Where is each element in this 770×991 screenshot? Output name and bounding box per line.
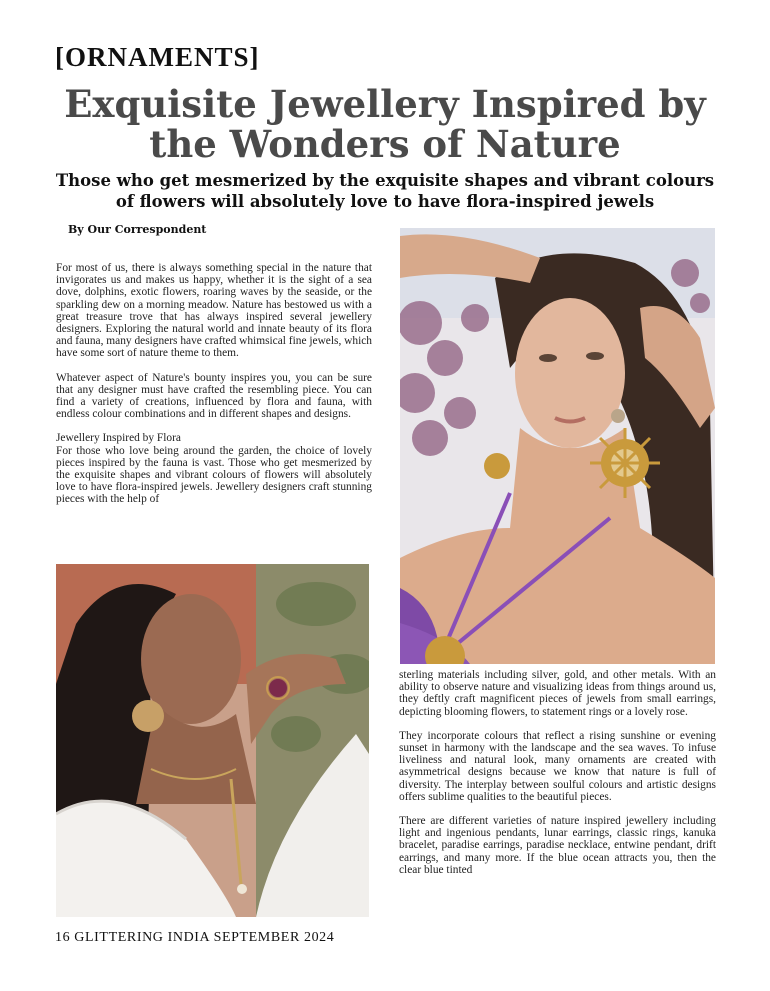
headline: Exquisite Jewellery Inspired by the Wonders of Nature <box>64 82 706 166</box>
paragraph: sterling materials including silver, gold, and other metals. With an ability to observe nature and visualizing ideas from things around us, they deftly craft magnificent pieces of jewels from small earrings, depicting blooming flowers, to statement rings or a lovely rose. <box>399 669 716 718</box>
paragraph: They incorporate colours that reflect a rising sunshine or evening sunset in harmony with the landscape and the sea waves. To infuse liveliness and natural look, many ornaments are created with asymmetrical designs because we know that nature is full of diversity. The interplay between soulful colours and artistic designs offers sublime qualities to the beautiful pieces. <box>399 729 716 803</box>
section-tag: [ORNAMENTS] <box>55 42 260 72</box>
paragraph: For most of us, there is always something special in the nature that invigorates us and makes us happy, whether it is the sight of a sea dove, dolphins, exotic flowers, roaring waves by the seaside, or the sparkling dew on a morning meadow. Nature has bestowed us with a great treasure trove that has always inspired several jewellery designers. Exploring the natural world and innate beauty of its flora and fauna, many designers have crafted whimsical fine jewels, which have some sort of nature theme to them. <box>56 262 372 360</box>
right-column <box>399 669 716 888</box>
left-column <box>56 262 372 518</box>
byline: By Our Correspondent <box>68 223 207 236</box>
subheading: Jewellery Inspired by Flora <box>56 432 181 445</box>
standfirst: Those who get mesmerized by the exquisite shapes and vibrant colours of flowers will absolutely love to have flora-inspired jewels <box>55 171 715 211</box>
photo-model-gold-pendant <box>56 564 369 917</box>
paragraph: There are different varieties of nature inspired jewellery including light and ingenious pendants, lunar earrings, classic rings, kanuka bracelet, paradise earrings, paradise necklace, entwine pendant, drift earrings, and many more. If the blue ocean attracts you, then the clear blue tinted <box>399 815 716 876</box>
photo-model-sun-earrings <box>400 228 715 664</box>
paragraph: Whatever aspect of Nature's bounty inspires you, you can be sure that any designer must have crafted the resembling piece. You can find a variety of creations, influenced by flora and fauna, with endless colour combinations and in different shapes and designs. <box>56 371 372 421</box>
page-footer: 16 GLITTERING INDIA SEPTEMBER 2024 <box>55 930 335 945</box>
paragraph: For those who love being around the garden, the choice of lovely pieces inspired by the fauna is vast. Those who get mesmerized by the exquisite shapes and vibrant colours of flowers will absolutely love to have flora-inspired jewels. Jewellery designers craft stunning pieces with the help of <box>56 444 372 506</box>
